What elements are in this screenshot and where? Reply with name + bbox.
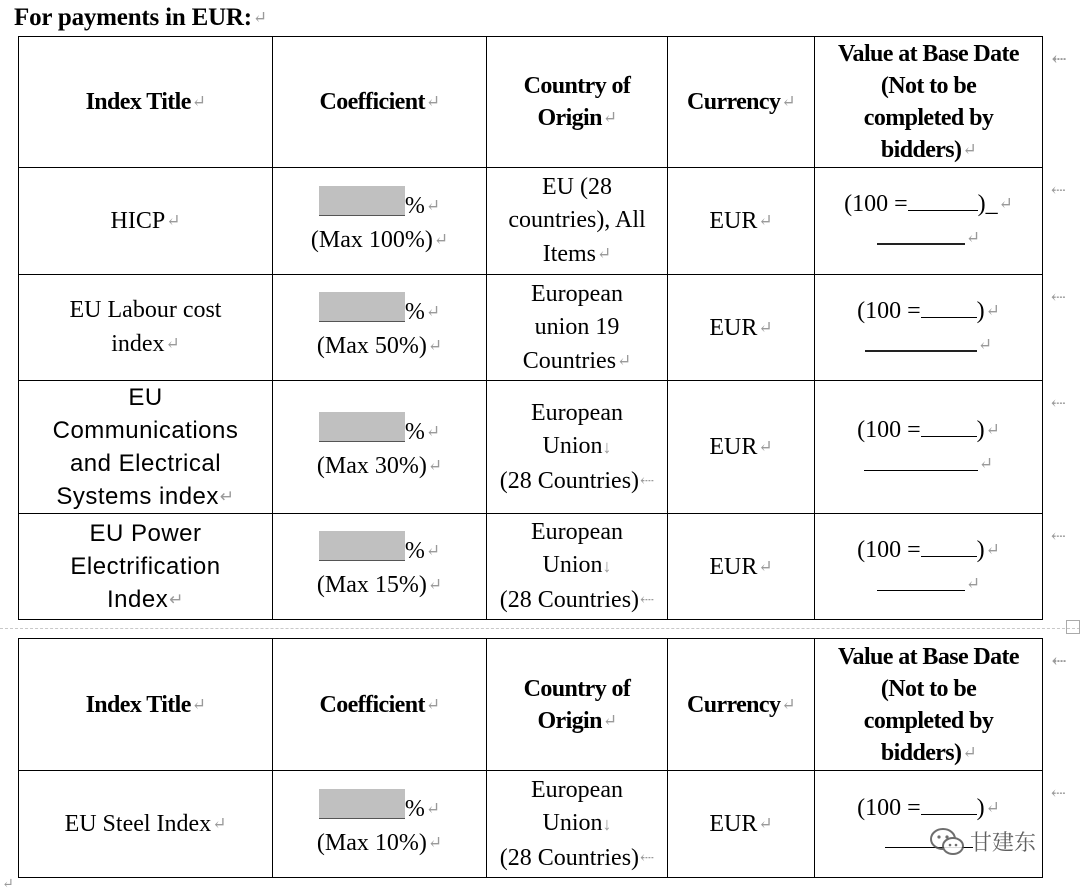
coefficient-cell: %↵ (Max 15%)↵: [273, 514, 487, 620]
currency-cell: EUR↵: [668, 514, 815, 620]
base-value-blank[interactable]: [921, 296, 977, 318]
index-title-cell: HICP↵: [19, 168, 273, 275]
header-coefficient: Coefficient↵: [273, 37, 487, 168]
coefficient-cell: %↵ (Max 100%)↵: [273, 168, 487, 275]
coefficient-input[interactable]: [319, 412, 405, 442]
country-cell: European Union↓ (28 Countries)⇠: [487, 514, 668, 620]
table-header-row: [19, 639, 1043, 771]
value-cell: (100 = )↵ ↵ ⇠: [815, 275, 1043, 381]
coefficient-cell: %↵ (Max 10%)↵: [273, 771, 487, 878]
base-value-blank[interactable]: [921, 793, 977, 815]
base-value-blank[interactable]: [908, 189, 978, 211]
section-heading: For payments in EUR:↵: [14, 4, 267, 31]
table-row: [19, 168, 1043, 275]
country-cell: European Union↓ (28 Countries)⇠: [487, 381, 668, 514]
coefficient-input[interactable]: [319, 531, 405, 561]
base-date-blank[interactable]: [877, 243, 965, 245]
header-currency: Currency↵: [668, 639, 815, 771]
base-date-blank[interactable]: [865, 350, 977, 352]
country-cell: European Union↓ (28 Countries)⇠: [487, 771, 668, 878]
coefficient-input[interactable]: [319, 292, 405, 322]
page-break-marker: [1066, 620, 1080, 634]
index-table-1: [18, 36, 1066, 620]
index-title-cell: EU Power Electrification Index↵: [19, 514, 273, 620]
table-row: [19, 514, 1043, 620]
header-index-title: Index Title↵: [19, 639, 273, 771]
table-row: [19, 275, 1043, 381]
index-table-2: [18, 638, 1066, 878]
header-value-at-base-date: Value at Base Date (Not to be completed by bidders)↵ ⇠: [815, 37, 1043, 168]
header-currency: Currency↵: [668, 37, 815, 168]
currency-cell: EUR↵: [668, 771, 815, 878]
coefficient-input[interactable]: [319, 186, 405, 216]
currency-cell: EUR↵: [668, 168, 815, 275]
coefficient-input[interactable]: [319, 789, 405, 819]
table-row: [19, 771, 1043, 878]
value-cell: (100 = )_↵ ↵ ⇠: [815, 168, 1043, 275]
header-coefficient: Coefficient↵: [273, 639, 487, 771]
page-break-divider: [0, 628, 1080, 629]
header-index-title: Index Title↵: [19, 37, 273, 168]
table-row: [19, 381, 1043, 514]
currency-cell: EUR↵: [668, 275, 815, 381]
country-cell: European union 19 Countries↵: [487, 275, 668, 381]
index-title-cell: EU Steel Index↵: [19, 771, 273, 878]
coefficient-cell: %↵ (Max 30%)↵: [273, 381, 487, 514]
base-date-blank[interactable]: [877, 577, 965, 591]
end-paragraph-mark: ↵: [2, 877, 14, 892]
coefficient-cell: %↵ (Max 50%)↵: [273, 275, 487, 381]
base-value-blank[interactable]: [921, 535, 977, 557]
currency-cell: EUR↵: [668, 381, 815, 514]
header-value-at-base-date: Value at Base Date (Not to be completed by bidders)↵ ⇠: [815, 639, 1043, 771]
header-country-of-origin: Country of Origin↵: [487, 639, 668, 771]
index-title-cell: EU Communications and Electrical Systems index↵: [19, 381, 273, 514]
value-cell: (100 = )↵ ⇠: [815, 771, 1043, 878]
value-cell: (100 = )↵ ↵ ⇠: [815, 514, 1043, 620]
base-value-blank[interactable]: [921, 415, 977, 437]
header-country-of-origin: Country of Origin↵: [487, 37, 668, 168]
wechat-icon: [930, 827, 964, 857]
watermark-text: 甘建东: [970, 831, 1037, 856]
table-header-row: [19, 37, 1043, 168]
base-date-blank[interactable]: [864, 457, 978, 471]
index-title-cell: EU Labour cost index↵: [19, 275, 273, 381]
watermark: [930, 826, 1036, 857]
value-cell: (100 = )↵ ↵ ⇠: [815, 381, 1043, 514]
country-cell: EU (28 countries), All Items↵: [487, 168, 668, 275]
